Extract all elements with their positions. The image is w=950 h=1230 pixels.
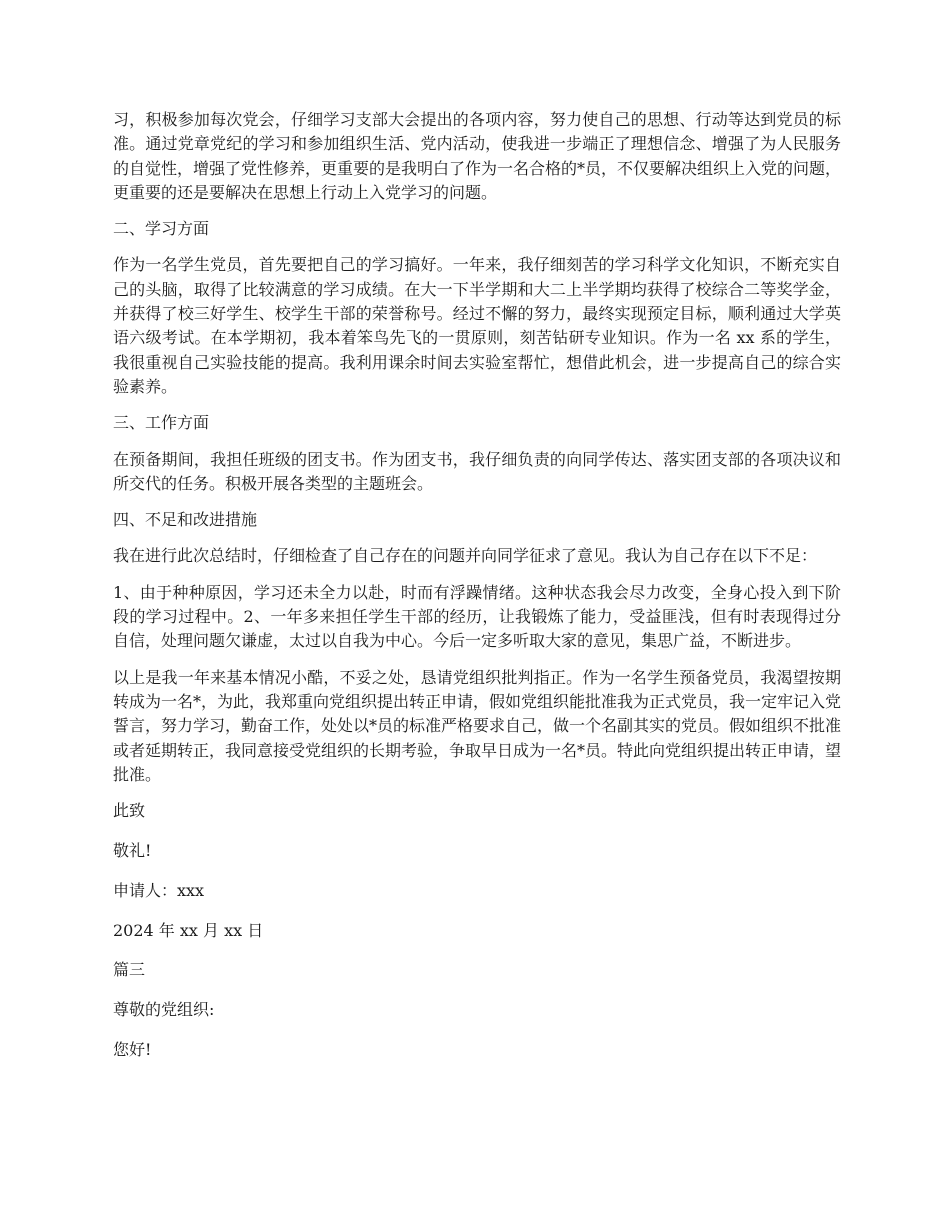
- paragraph-study: 作为一名学生党员，首先要把自己的学习搞好。一年来，我仔细刻苦的学习科学文化知识，不断充实自己的头脑，取得了比较满意的学习成绩。在大一下半学期和大二上半学期均获得了校综合二等奖学金，并获得了校三好学生、校学生干部的荣誉称号。经过不懈的努力，最终实现预定目标，顺利通过大学英语六级考试。在本学期初，我本着笨鸟先飞的一贯原则，刻苦钻研专业知识。作为一名 xx 系的学生，我很重视自己实验技能的提高。我利用课余时间去实验室帮忙，想借此机会，进一步提高自己的综合实验素养。: [113, 255, 841, 396]
- document-date: 2024 年 xx 月 xx 日: [113, 920, 264, 940]
- salutation: 尊敬的党组织:: [113, 1000, 215, 1020]
- closing-salute: 敬礼!: [113, 840, 152, 860]
- closing-greeting: 此致: [113, 801, 146, 821]
- document-page: [113, 108, 841, 1078]
- heading-work: 三、工作方面: [113, 413, 210, 433]
- heading-shortcomings: 四、不足和改进措施: [113, 510, 258, 530]
- section-label: 篇三: [113, 960, 146, 980]
- greeting: 您好!: [113, 1039, 152, 1059]
- paragraph-application: 以上是我一年来基本情况小酷，不妥之处，恳请党组织批判指正。作为一名学生预备党员，我渴望按期转成为一名*，为此，我郑重向党组织提出转正申请，假如党组织能批准我为正式党员，我一定牢记入党誓言，努力学习，勤奋工作，处处以*员的标准严格要求自己，做一个名副其实的党员。假如组织不批准或者延期转正，我同意接受党组织的长期考验，争取早日成为一名*员。特此向党组织提出转正申请，望批准。: [113, 667, 842, 784]
- paragraph-party-study: 习，积极参加每次党会，仔细学习支部大会提出的各项内容，努力使自己的思想、行动等达到党员的标准。通过党章党纪的学习和参加组织生活、党内活动，使我进一步端正了理想信念、增强了为人民服务的自觉性，增强了党性修养，更重要的是我明白了作为一名合格的*员，不仅要解决组织上入党的问题，更重要的还是要解决在思想上行动上入党学习的问题。: [113, 110, 842, 202]
- paragraph-self-review: 我在进行此次总结时，仔细检查了自己存在的问题并向同学征求了意见。我认为自己存在以下不足：: [113, 546, 818, 566]
- paragraph-shortcomings-list: 1、由于种种原因，学习还未全力以赴，时而有浮躁情绪。这种状态我会尽力改变，全身心投入到下阶段的学习过程中。2、一年多来担任学生干部的经历，让我锻炼了能力，受益匪浅，但有时表现得过分自信，处理问题欠谦虚，太过以自我为中心。今后一定多听取大家的意见，集思广益，不断进步。: [113, 582, 841, 651]
- applicant-signature: 申请人：xxx: [113, 880, 205, 900]
- heading-study: 二、学习方面: [113, 219, 210, 239]
- paragraph-work: 在预备期间，我担任班级的团支书。作为团支书，我仔细负责的向同学传达、落实团支部的各项决议和所交代的任务。积极开展各类型的主题班会。: [113, 449, 841, 493]
